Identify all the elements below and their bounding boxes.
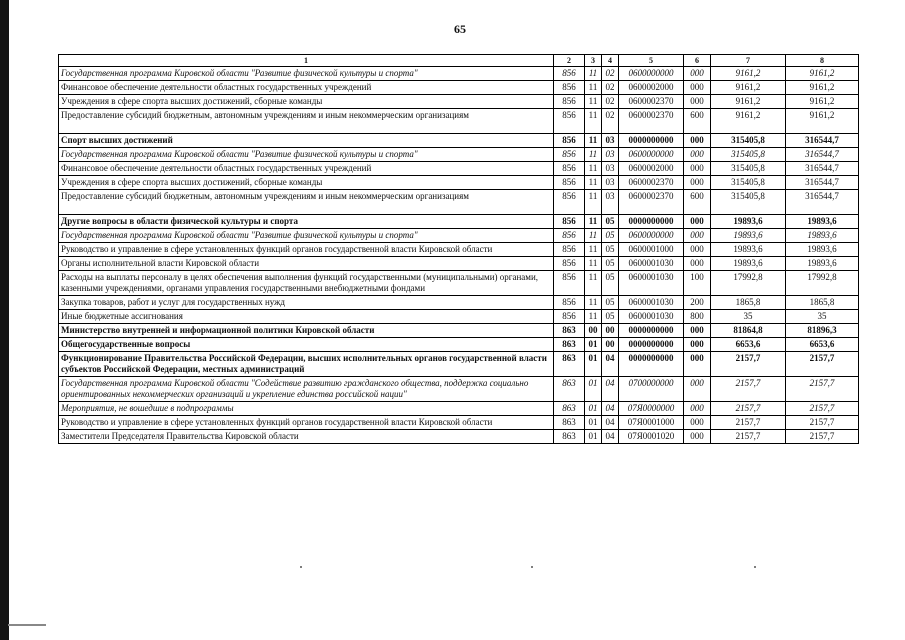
target-article-code: 0600002370 (619, 176, 684, 190)
expense-item-name: Функционирование Правительства Российской Федерации, высших исполнительных органов государственной власти субъектов Российской Федерации, местных администраций (59, 352, 554, 377)
expense-item-name: Расходы на выплаты персоналу в целях обеспечения выполнения функций государственными (муниципальными) органами, казенными учреждениями, органами управления государственными внебюджетными фондами (59, 271, 554, 296)
subsection-code: 04 (602, 416, 619, 430)
expense-type-code: 000 (684, 162, 711, 176)
amount-year-2: 35 (786, 310, 859, 324)
section-code: 01 (585, 416, 602, 430)
section-code: 11 (585, 67, 602, 81)
expense-item-name: Заместители Председателя Правительства Кировской области (59, 430, 554, 444)
column-number: 5 (619, 55, 684, 67)
section-code: 11 (585, 81, 602, 95)
expense-type-code: 000 (684, 338, 711, 352)
ministry-code: 863 (554, 338, 585, 352)
table-row (59, 176, 859, 190)
expense-item-name: Руководство и управление в сфере установленных функций органов государственной власти Кировской области (59, 416, 554, 430)
section-code: 11 (585, 257, 602, 271)
ministry-code: 856 (554, 215, 585, 229)
table-row (59, 324, 859, 338)
subsection-code: 05 (602, 215, 619, 229)
expense-type-code: 000 (684, 215, 711, 229)
ministry-code: 856 (554, 310, 585, 324)
subsection-code: 03 (602, 176, 619, 190)
amount-year-2: 6653,6 (786, 338, 859, 352)
table-row (59, 257, 859, 271)
expense-type-code: 000 (684, 229, 711, 243)
target-article-code: 0600002000 (619, 162, 684, 176)
amount-year-1: 81864,8 (711, 324, 786, 338)
expense-type-code: 000 (684, 377, 711, 402)
amount-year-2: 9161,2 (786, 95, 859, 109)
ministry-code: 856 (554, 257, 585, 271)
target-article-code: 0600001000 (619, 243, 684, 257)
expense-type-code: 000 (684, 67, 711, 81)
amount-year-2: 19893,6 (786, 257, 859, 271)
target-article-code: 07Я0000000 (619, 402, 684, 416)
expense-type-code: 000 (684, 430, 711, 444)
column-number: 6 (684, 55, 711, 67)
target-article-code: 07Я0001020 (619, 430, 684, 444)
target-article-code: 0600000000 (619, 148, 684, 162)
expense-item-name: Органы исполнительной власти Кировской области (59, 257, 554, 271)
amount-year-1: 2157,7 (711, 377, 786, 402)
table-row (59, 190, 859, 215)
scan-speck (754, 566, 756, 568)
subsection-code: 04 (602, 377, 619, 402)
section-code: 01 (585, 377, 602, 402)
table-row (59, 338, 859, 352)
subsection-code: 02 (602, 95, 619, 109)
ministry-code: 863 (554, 430, 585, 444)
section-code: 11 (585, 229, 602, 243)
amount-year-1: 9161,2 (711, 81, 786, 95)
table-row (59, 352, 859, 377)
ministry-code: 856 (554, 134, 585, 148)
expense-type-code: 000 (684, 402, 711, 416)
ministry-code: 856 (554, 162, 585, 176)
subsection-code: 02 (602, 67, 619, 81)
amount-year-2: 2157,7 (786, 402, 859, 416)
expense-type-code: 800 (684, 310, 711, 324)
expense-type-code: 200 (684, 296, 711, 310)
expense-type-code: 000 (684, 352, 711, 377)
target-article-code: 0600001030 (619, 271, 684, 296)
expense-type-code: 000 (684, 176, 711, 190)
expense-item-name: Финансовое обеспечение деятельности областных государственных учреждений (59, 162, 554, 176)
table-row (59, 67, 859, 81)
table-row (59, 109, 859, 134)
column-number: 2 (554, 55, 585, 67)
scan-speck (300, 566, 302, 568)
amount-year-2: 1865,8 (786, 296, 859, 310)
amount-year-1: 19893,6 (711, 215, 786, 229)
subsection-code: 04 (602, 402, 619, 416)
target-article-code: 0000000000 (619, 215, 684, 229)
subsection-code: 05 (602, 296, 619, 310)
table-row (59, 162, 859, 176)
amount-year-1: 35 (711, 310, 786, 324)
target-article-code: 0000000000 (619, 338, 684, 352)
subsection-code: 02 (602, 109, 619, 134)
subsection-code: 03 (602, 162, 619, 176)
amount-year-2: 316544,7 (786, 134, 859, 148)
table-row (59, 416, 859, 430)
amount-year-1: 19893,6 (711, 229, 786, 243)
target-article-code: 0600000000 (619, 67, 684, 81)
section-code: 11 (585, 243, 602, 257)
amount-year-2: 9161,2 (786, 81, 859, 95)
expense-item-name: Государственная программа Кировской области "Развитие физической культуры и спорта" (59, 229, 554, 243)
ministry-code: 863 (554, 352, 585, 377)
scan-speck (531, 566, 533, 568)
budget-table (58, 54, 859, 444)
subsection-code: 03 (602, 190, 619, 215)
amount-year-2: 316544,7 (786, 176, 859, 190)
expense-item-name: Государственная программа Кировской области "Развитие физической культуры и спорта" (59, 148, 554, 162)
amount-year-2: 316544,7 (786, 162, 859, 176)
target-article-code: 07Я0001000 (619, 416, 684, 430)
target-article-code: 0000000000 (619, 352, 684, 377)
column-number: 8 (786, 55, 859, 67)
table-row (59, 377, 859, 402)
ministry-code: 856 (554, 95, 585, 109)
subsection-code: 04 (602, 430, 619, 444)
table-row (59, 296, 859, 310)
expense-type-code: 600 (684, 190, 711, 215)
column-number: 3 (585, 55, 602, 67)
expense-type-code: 000 (684, 324, 711, 338)
ministry-code: 856 (554, 271, 585, 296)
section-code: 11 (585, 296, 602, 310)
amount-year-1: 315405,8 (711, 176, 786, 190)
expense-type-code: 000 (684, 134, 711, 148)
section-code: 11 (585, 109, 602, 134)
amount-year-1: 315405,8 (711, 134, 786, 148)
ministry-code: 856 (554, 176, 585, 190)
expense-type-code: 000 (684, 243, 711, 257)
target-article-code: 0600001030 (619, 257, 684, 271)
ministry-code: 856 (554, 190, 585, 215)
target-article-code: 0000000000 (619, 324, 684, 338)
amount-year-2: 19893,6 (786, 243, 859, 257)
amount-year-1: 315405,8 (711, 190, 786, 215)
scan-artifact-line (8, 624, 46, 626)
table-row (59, 215, 859, 229)
subsection-code: 04 (602, 352, 619, 377)
amount-year-1: 9161,2 (711, 109, 786, 134)
amount-year-2: 17992,8 (786, 271, 859, 296)
expense-item-name: Предоставление субсидий бюджетным, автономным учреждениям и иным некоммерческим организациям (59, 109, 554, 134)
target-article-code: 0600002370 (619, 190, 684, 215)
subsection-code: 05 (602, 310, 619, 324)
amount-year-1: 19893,6 (711, 257, 786, 271)
section-code: 11 (585, 176, 602, 190)
page-number: 65 (454, 22, 466, 36)
section-code: 11 (585, 215, 602, 229)
section-code: 01 (585, 352, 602, 377)
table-row (59, 310, 859, 324)
subsection-code: 05 (602, 243, 619, 257)
amount-year-1: 17992,8 (711, 271, 786, 296)
expense-type-code: 000 (684, 81, 711, 95)
ministry-code: 863 (554, 402, 585, 416)
section-code: 01 (585, 402, 602, 416)
expense-item-name: Государственная программа Кировской области "Развитие физической культуры и спорта" (59, 67, 554, 81)
table-row (59, 243, 859, 257)
amount-year-1: 2157,7 (711, 416, 786, 430)
section-code: 01 (585, 338, 602, 352)
expense-item-name: Руководство и управление в сфере установленных функций органов государственной власти Кировской области (59, 243, 554, 257)
expense-type-code: 000 (684, 257, 711, 271)
target-article-code: 0600001030 (619, 296, 684, 310)
subsection-code: 02 (602, 81, 619, 95)
amount-year-2: 2157,7 (786, 430, 859, 444)
amount-year-1: 19893,6 (711, 243, 786, 257)
expense-item-name: Иные бюджетные ассигнования (59, 310, 554, 324)
expense-type-code: 000 (684, 95, 711, 109)
target-article-code: 0600002370 (619, 109, 684, 134)
expense-item-name: Учреждения в сфере спорта высших достижений, сборные команды (59, 95, 554, 109)
table-row (59, 402, 859, 416)
amount-year-2: 316544,7 (786, 148, 859, 162)
table-row (59, 134, 859, 148)
ministry-code: 856 (554, 67, 585, 81)
target-article-code: 0600000000 (619, 229, 684, 243)
expense-item-name: Министерство внутренней и информационной политики Кировской области (59, 324, 554, 338)
expense-item-name: Мероприятия, не вошедшие в подпрограммы (59, 402, 554, 416)
ministry-code: 856 (554, 148, 585, 162)
amount-year-1: 9161,2 (711, 67, 786, 81)
amount-year-1: 315405,8 (711, 148, 786, 162)
amount-year-2: 2157,7 (786, 377, 859, 402)
table-row (59, 81, 859, 95)
table-row (59, 148, 859, 162)
amount-year-1: 1865,8 (711, 296, 786, 310)
scan-edge-shadow (0, 0, 9, 640)
table-row (59, 95, 859, 109)
section-code: 11 (585, 162, 602, 176)
expense-item-name: Финансовое обеспечение деятельности областных государственных учреждений (59, 81, 554, 95)
expense-item-name: Закупка товаров, работ и услуг для государственных нужд (59, 296, 554, 310)
table-header-row (59, 55, 859, 67)
subsection-code: 03 (602, 134, 619, 148)
target-article-code: 0600002000 (619, 81, 684, 95)
ministry-code: 856 (554, 109, 585, 134)
amount-year-1: 2157,7 (711, 402, 786, 416)
amount-year-1: 315405,8 (711, 162, 786, 176)
expense-type-code: 600 (684, 109, 711, 134)
expense-item-name: Спорт высших достижений (59, 134, 554, 148)
expense-item-name: Государственная программа Кировской области "Содействие развитию гражданского общества, поддержка социально ориентированных некоммерческих организаций и укрепление единства российской нации" (59, 377, 554, 402)
ministry-code: 856 (554, 81, 585, 95)
expense-type-code: 100 (684, 271, 711, 296)
ministry-code: 863 (554, 377, 585, 402)
amount-year-2: 81896,3 (786, 324, 859, 338)
amount-year-2: 19893,6 (786, 229, 859, 243)
section-code: 11 (585, 134, 602, 148)
amount-year-2: 316544,7 (786, 190, 859, 215)
subsection-code: 03 (602, 148, 619, 162)
section-code: 11 (585, 95, 602, 109)
expense-type-code: 000 (684, 416, 711, 430)
amount-year-2: 19893,6 (786, 215, 859, 229)
ministry-code: 856 (554, 229, 585, 243)
amount-year-2: 2157,7 (786, 352, 859, 377)
amount-year-1: 6653,6 (711, 338, 786, 352)
subsection-code: 05 (602, 257, 619, 271)
table-row (59, 271, 859, 296)
ministry-code: 863 (554, 416, 585, 430)
target-article-code: 0600001030 (619, 310, 684, 324)
amount-year-2: 9161,2 (786, 109, 859, 134)
column-number: 7 (711, 55, 786, 67)
ministry-code: 856 (554, 296, 585, 310)
table-row (59, 229, 859, 243)
column-number: 4 (602, 55, 619, 67)
section-code: 01 (585, 430, 602, 444)
section-code: 00 (585, 324, 602, 338)
amount-year-1: 9161,2 (711, 95, 786, 109)
amount-year-1: 2157,7 (711, 430, 786, 444)
subsection-code: 05 (602, 271, 619, 296)
amount-year-1: 2157,7 (711, 352, 786, 377)
target-article-code: 0700000000 (619, 377, 684, 402)
expense-type-code: 000 (684, 148, 711, 162)
subsection-code: 00 (602, 338, 619, 352)
section-code: 11 (585, 271, 602, 296)
target-article-code: 0600002370 (619, 95, 684, 109)
expense-item-name: Общегосударственные вопросы (59, 338, 554, 352)
amount-year-2: 9161,2 (786, 67, 859, 81)
target-article-code: 0000000000 (619, 134, 684, 148)
expense-item-name: Другие вопросы в области физической культуры и спорта (59, 215, 554, 229)
section-code: 11 (585, 190, 602, 215)
subsection-code: 00 (602, 324, 619, 338)
section-code: 11 (585, 310, 602, 324)
expense-item-name: Предоставление субсидий бюджетным, автономным учреждениям и иным некоммерческим организациям (59, 190, 554, 215)
section-code: 11 (585, 148, 602, 162)
amount-year-2: 2157,7 (786, 416, 859, 430)
table-row (59, 430, 859, 444)
subsection-code: 05 (602, 229, 619, 243)
column-number: 1 (59, 55, 554, 67)
expense-item-name: Учреждения в сфере спорта высших достижений, сборные команды (59, 176, 554, 190)
ministry-code: 863 (554, 324, 585, 338)
ministry-code: 856 (554, 243, 585, 257)
